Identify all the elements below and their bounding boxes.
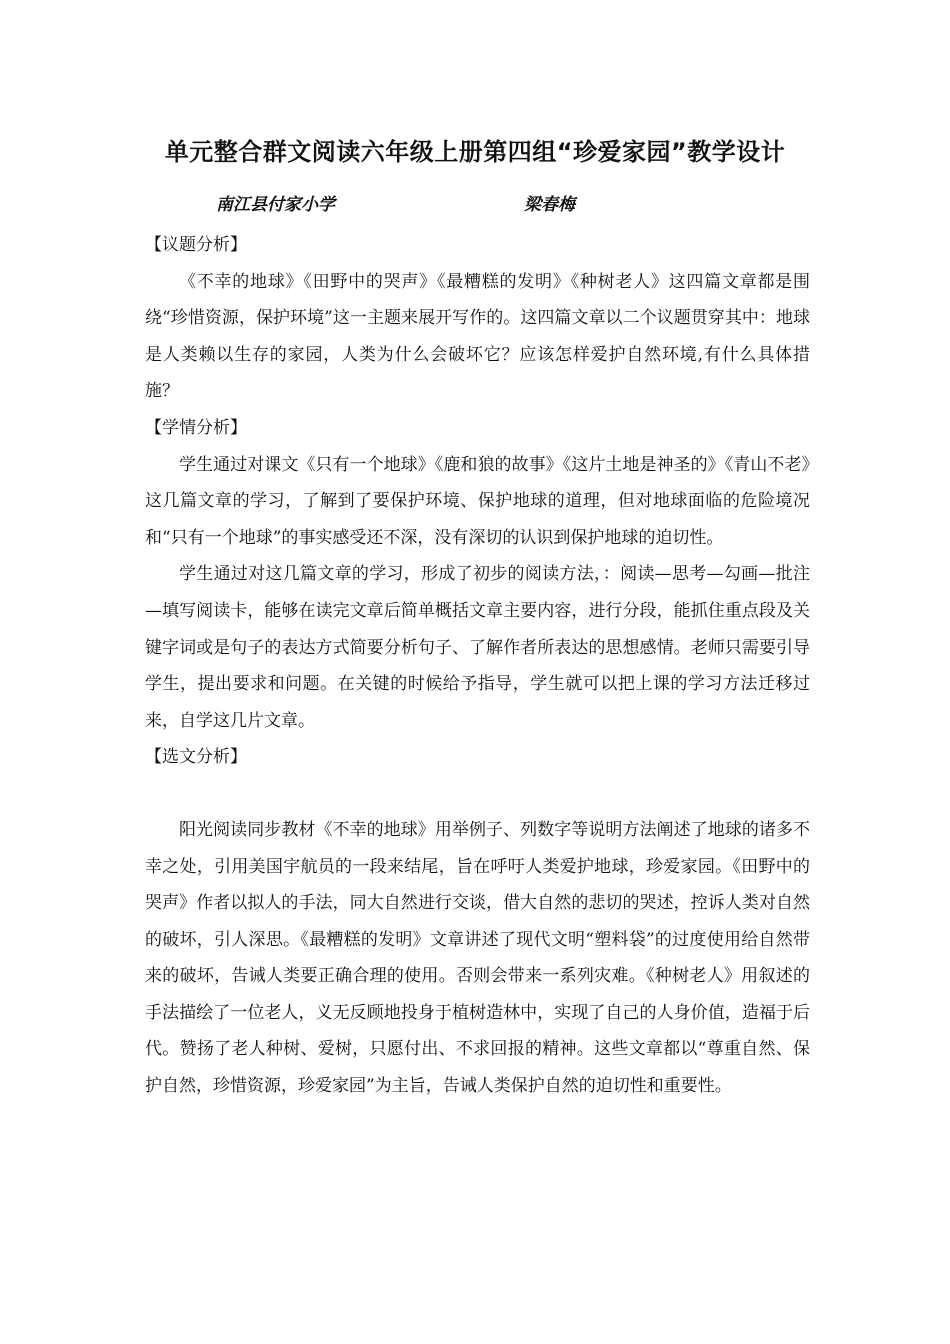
- section-heading-text-analysis: 【选文分析】: [145, 747, 247, 768]
- document-title: 单元整合群文阅读六年级上册第四组“珍爱家园”教学设计: [164, 138, 786, 166]
- paragraph-student-analysis-1: 学生通过对课文《只有一个地球》《鹿和狼的故事》《这片土地是神圣的》《青山不老》这几篇文章的学习，了解到了要保护环境、保护地球的道理，但对地球面临的危险境况和“只有一个地球”的事实感受还不深，没有深切的认识到保护地球的迫切性。: [145, 454, 810, 548]
- paragraph-text-analysis: 阳光阅读同步教材《不幸的地球》用举例子、列数字等说明方法阐述了地球的诸多不幸之处，引用美国宇航员的一段来结尾，旨在呼吁人类爱护地球，珍爱家园。《田野中的哭声》作者以拟人的手法，同大自然进行交谈，借大自然的悲切的哭述，控诉人类对自然的破坏，引人深思。《最糟糕的发明》文章讲述了现代文明“塑料袋”的过度使用给自然带来的破坏，告诫人类要正确合理的使用。否则会带来一系列灾难。《种树老人》用叙述的手法描绘了一位老人，义无反顾地投身于植树造林中，实现了自己的人身价值，造福于后代。赞扬了老人种树、爱树，只愿付出、不求回报的精神。这些文章都以“尊重自然、保护自然，珍惜资源，珍爱家园”为主旨，告诫人类保护自然的迫切性和重要性。: [145, 819, 810, 1097]
- paragraph-topic-analysis: 《不幸的地球》《田野中的哭声》《最糟糕的发明》《种树老人》这四篇文章都是围绕“珍惜资源，保护环境”这一主题来展开写作的。这四篇文章以二个议题贯穿其中：地球是人类赖以生存的家园，人类为什么会破坏它？应该怎样爱护自然环境,有什么具体措施？: [145, 271, 810, 402]
- school-name: 南江县付家小学: [216, 195, 335, 215]
- document-body: [145, 227, 810, 1105]
- blank-line: [145, 776, 810, 812]
- section-heading-student-analysis: 【学情分析】: [145, 417, 247, 438]
- section-heading-topic-analysis: 【议题分析】: [145, 235, 247, 255]
- author-name: 梁春梅: [524, 195, 575, 215]
- byline: [0, 190, 950, 214]
- paragraph-student-analysis-2: 学生通过对这几篇文章的学习，形成了初步的阅读方法，：阅读—思考—勾画—批注—填写阅读卡，能够在读完文章后简单概括文章主要内容，进行分段，能抓住重点段及关键字词或是句子的表达方式简要分析句子、了解作者所表达的思想感情。老师只需要引导学生，提出要求和问题。在关键的时候给予指导，学生就可以把上课的学习方法迁移过来，自学这几片文章。: [145, 564, 810, 731]
